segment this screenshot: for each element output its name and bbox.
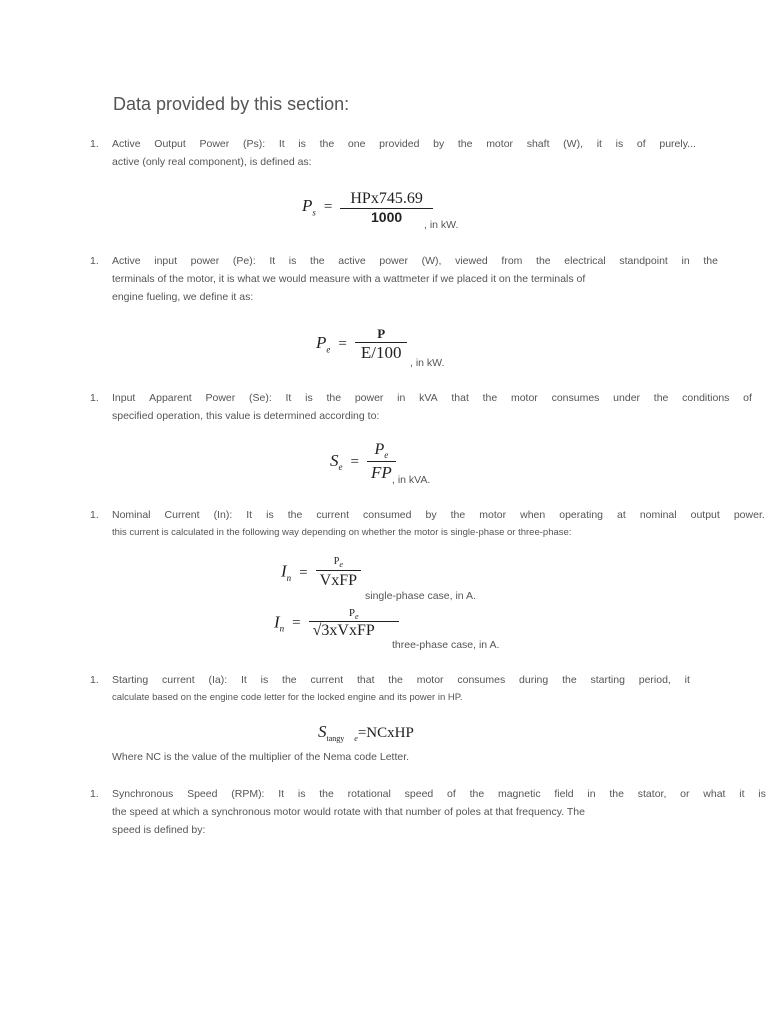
item-word: (RPM): — [231, 788, 265, 800]
item-word: Current — [164, 509, 200, 521]
item-word: under — [613, 392, 641, 404]
list-number: 1. — [90, 788, 99, 800]
item-word: of — [743, 392, 752, 404]
item-word: power — [190, 255, 220, 267]
item-word: Speed — [187, 788, 218, 800]
list-number: 1. — [90, 392, 99, 404]
formula-fraction — [309, 607, 399, 640]
item-word: Power — [205, 392, 236, 404]
item-word: the — [287, 509, 303, 521]
item-word: it — [596, 138, 602, 150]
formula-lhs-sub: n — [286, 572, 292, 583]
item-word: (W), — [421, 255, 442, 267]
formula-unit: , in kW. — [410, 357, 445, 369]
item-word: the — [482, 392, 498, 404]
item-word: by — [425, 509, 437, 521]
list-number: 1. — [90, 509, 99, 521]
formula-numerator — [367, 441, 396, 461]
item-word: current — [316, 509, 350, 521]
formula-numerator: HPx745.69 — [350, 190, 423, 207]
item-word: purely... — [659, 138, 696, 150]
item-word: Synchronous — [112, 788, 174, 800]
item-first-line — [112, 252, 718, 270]
item-line: calculate based on the engine code letter for the locked engine and its power in HP. — [112, 692, 463, 703]
item-word: power — [379, 255, 408, 267]
item-word: that — [451, 392, 469, 404]
item-first-line — [112, 671, 690, 689]
item-word: the — [326, 392, 342, 404]
formula-lhs-sub: e — [338, 461, 343, 472]
formula-fraction — [316, 556, 361, 590]
item-word: the — [319, 138, 335, 150]
item-word: electrical — [564, 255, 606, 267]
item-word: conditions — [682, 392, 730, 404]
item-word: the — [319, 788, 334, 800]
item-word: it — [684, 674, 690, 686]
item-word: It — [285, 392, 292, 404]
item-word: viewed — [455, 255, 488, 267]
formula-lhs: P — [302, 196, 313, 216]
item-word: Output — [154, 138, 186, 150]
item-word: shaft — [526, 138, 550, 150]
item-word: is — [260, 674, 269, 686]
item-line: active (only real component), is defined as: — [112, 156, 312, 168]
formula-lhs: S — [330, 450, 339, 470]
formula-denominator: √3xVxFP — [309, 621, 399, 640]
item-word: input — [154, 255, 178, 267]
item-word: the — [388, 674, 403, 686]
formula-output-power — [302, 190, 433, 225]
item-word: provided — [379, 138, 420, 150]
item-word: Input — [112, 392, 136, 404]
formula-lhs-sub: e — [326, 344, 331, 355]
formula-lhs: P — [316, 333, 327, 353]
item-word: speed — [404, 788, 434, 800]
formula-lhs-sub2: e — [354, 734, 358, 744]
item-word: the — [310, 255, 325, 267]
item-word: is — [297, 788, 306, 800]
item-word: is — [298, 138, 306, 150]
item-word: current — [310, 674, 344, 686]
formula-denominator: E/100 — [355, 342, 408, 363]
item-word: (Ps): — [242, 138, 266, 150]
formula-equals: = — [323, 199, 333, 216]
item-word: the — [562, 674, 577, 686]
item-word: is — [758, 788, 766, 800]
list-item-active-input-power — [90, 252, 766, 306]
item-word: It — [269, 255, 276, 267]
item-word: of — [447, 788, 456, 800]
formula-lhs-sub: n — [279, 623, 285, 634]
formula-numerator: P — [377, 326, 386, 341]
item-word: Power — [199, 138, 230, 150]
numerator-symbol: P — [348, 607, 355, 619]
item-word: consumed — [363, 509, 412, 521]
item-word: the — [703, 255, 718, 267]
item-first-line — [112, 135, 696, 153]
item-word: consumes — [457, 674, 506, 686]
item-word: period, — [638, 674, 671, 686]
item-line: this current is calculated in the following way depending on whether the motor is single-phase or three-phase: — [112, 527, 572, 538]
list-item-synchronous-speed — [90, 785, 766, 839]
item-word: is — [288, 255, 297, 267]
item-word: Starting — [112, 674, 149, 686]
list-item-input-apparent-power — [90, 389, 766, 425]
list-item-starting-current — [90, 671, 766, 707]
item-word: in — [587, 788, 596, 800]
item-word: the — [457, 138, 473, 150]
item-word: It — [246, 509, 253, 521]
item-word: consumes — [551, 392, 600, 404]
item-word: (Pe): — [232, 255, 256, 267]
item-word: during — [519, 674, 549, 686]
item-word: of — [636, 138, 646, 150]
item-word: Active — [112, 255, 141, 267]
item-word: It — [240, 674, 247, 686]
item-word: It — [278, 138, 285, 150]
item-word: the — [469, 788, 485, 800]
formula-lhs: S — [318, 722, 327, 741]
item-word: rotational — [347, 788, 391, 800]
list-number: 1. — [90, 674, 99, 686]
item-word: is — [615, 138, 624, 150]
formula-numerator — [309, 607, 399, 621]
item-word: when — [520, 509, 546, 521]
where-note: Where NC is the value of the multiplier of the Nema code Letter. — [112, 751, 410, 763]
item-word: power. — [733, 509, 765, 521]
formula-lhs: I — [274, 612, 280, 632]
item-line: speed is defined by: — [112, 824, 206, 836]
item-word: motor — [486, 138, 514, 150]
item-first-line — [112, 389, 752, 407]
item-word: from — [501, 255, 523, 267]
item-word: kVA — [419, 392, 438, 404]
formula-fraction — [340, 190, 432, 225]
item-word: is — [305, 392, 313, 404]
formula-lhs-sub: s — [312, 207, 316, 218]
formula-denominator: 1000 — [340, 208, 432, 225]
item-word: motor — [479, 509, 507, 521]
formula-fraction — [355, 326, 408, 363]
item-word: Apparent — [149, 392, 192, 404]
numerator-symbol: P — [333, 556, 340, 567]
formula-unit: single-phase case, in A. — [365, 590, 476, 602]
item-word: the — [653, 392, 669, 404]
item-word: or — [680, 788, 690, 800]
formula-denominator: FP — [367, 461, 396, 483]
item-word: (Ia): — [208, 674, 228, 686]
formula-starting-current — [318, 722, 414, 743]
item-word: the — [609, 788, 624, 800]
item-word: the — [450, 509, 466, 521]
list-item-nominal-current — [90, 506, 766, 542]
formula-unit: , in kVA. — [392, 474, 431, 486]
numerator-sub: e — [384, 450, 389, 461]
item-word: motor — [510, 392, 538, 404]
item-first-line — [112, 785, 766, 803]
item-word: field — [554, 788, 574, 800]
item-word: at — [617, 509, 626, 521]
item-word: current — [162, 674, 195, 686]
formula-denominator: VxFP — [316, 570, 361, 590]
item-word: in — [681, 255, 690, 267]
item-word: magnetic — [497, 788, 541, 800]
formula-apparent-power — [330, 441, 396, 483]
item-line: specified operation, this value is determined according to: — [112, 410, 380, 422]
item-word: the — [282, 674, 297, 686]
item-word: what — [703, 788, 726, 800]
item-word: nominal — [639, 509, 677, 521]
item-word: one — [347, 138, 366, 150]
item-word: it — [739, 788, 745, 800]
item-word: output — [690, 509, 720, 521]
item-first-line — [112, 506, 765, 524]
item-word: starting — [590, 674, 625, 686]
section-heading: Data provided by this section: — [113, 94, 350, 114]
formula-equals: = — [338, 336, 347, 353]
numerator-sub: e — [339, 560, 343, 569]
item-word: operating — [559, 509, 604, 521]
item-line: the speed at which a synchronous motor would rotate with that number of poles at that frequency. The — [112, 806, 585, 818]
formula-lhs-sub: tangy — [326, 734, 345, 744]
formula-three-phase-current — [274, 607, 399, 640]
item-word: by — [433, 138, 445, 150]
item-word: stator, — [637, 788, 667, 800]
list-item-active-output-power — [90, 135, 766, 171]
item-word: standpoint — [619, 255, 668, 267]
item-word: is — [266, 509, 274, 521]
item-word: (W), — [563, 138, 583, 150]
item-line: engine fueling, we define it as: — [112, 291, 254, 303]
numerator-symbol: P — [374, 441, 385, 458]
item-word: that — [356, 674, 375, 686]
item-word: active — [338, 255, 366, 267]
item-word: in — [397, 392, 406, 404]
item-word: (Se): — [249, 392, 272, 404]
item-line: terminals of the motor, it is what we would measure with a wattmeter if we placed it on the terminals of — [112, 273, 586, 285]
item-word: motor — [416, 674, 444, 686]
formula-single-phase-current — [281, 556, 361, 590]
formula-rhs: =NCxHP — [357, 725, 414, 741]
item-word: (In): — [213, 509, 233, 521]
item-word: Nominal — [112, 509, 151, 521]
formula-equals: = — [292, 615, 301, 632]
formula-lhs: I — [281, 561, 287, 581]
list-number: 1. — [90, 255, 99, 267]
formula-equals: = — [299, 564, 308, 581]
item-word: Active — [112, 138, 141, 150]
formula-unit: , in kW. — [424, 219, 459, 231]
numerator-sub: e — [354, 612, 359, 622]
item-word: It — [278, 788, 285, 800]
formula-unit: three-phase case, in A. — [392, 639, 500, 651]
formula-equals: = — [350, 453, 359, 470]
formula-numerator — [316, 556, 361, 570]
list-number: 1. — [90, 138, 99, 150]
item-word: power — [354, 392, 384, 404]
formula-input-power — [316, 326, 407, 363]
item-word: the — [536, 255, 551, 267]
